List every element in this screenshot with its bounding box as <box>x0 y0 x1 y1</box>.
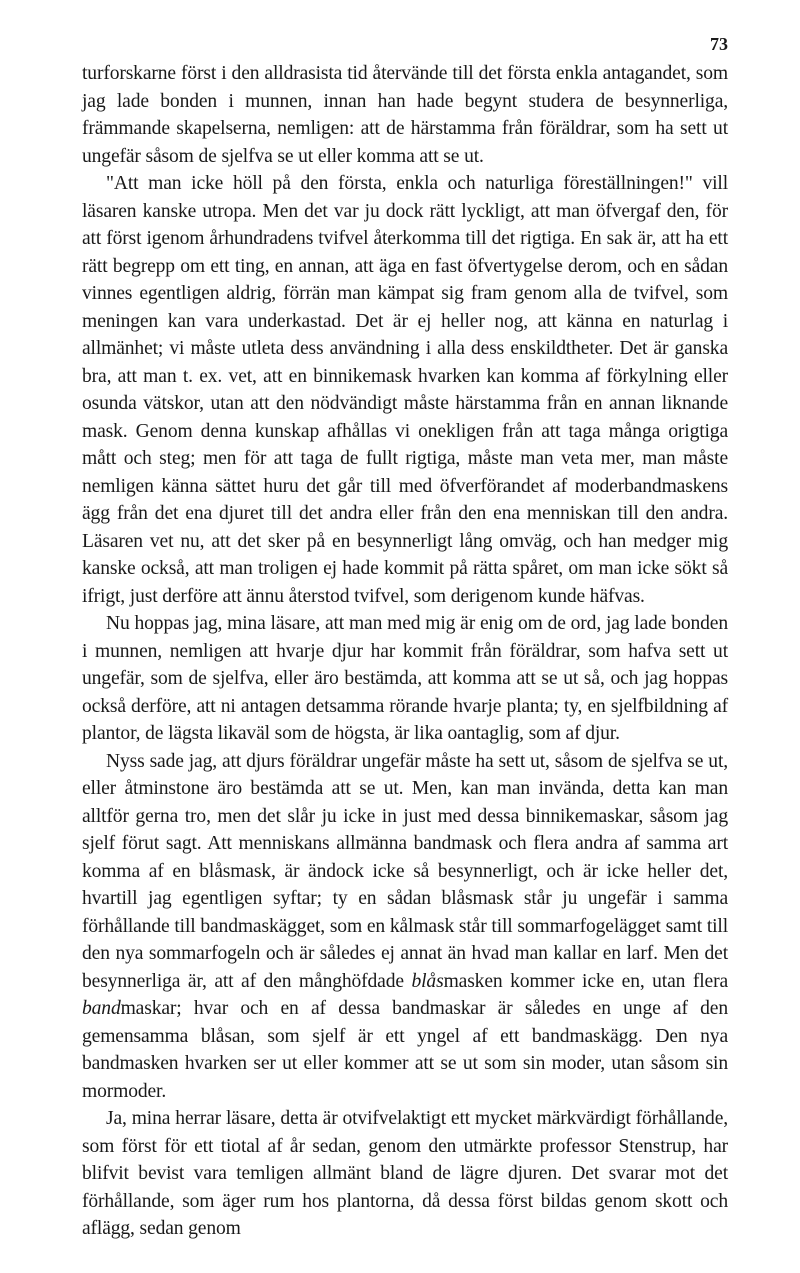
paragraph <box>82 610 728 748</box>
text-run: Nyss sade jag, att djurs föräldrar ungefär måste ha sett ut, såsom de sjelfva se ut, eller åtminstone äro bestämda att se ut. Men, kan man invända, detta kan man alltför gerna tro, men det slår ju icke in just med dessa binnikemaskar, såsom jag sjelf förut sagt. Att menniskans allmänna bandmask och flera andra af samma art komma af en blåsmask, är ändock icke så besynnerligt, och är icke heller det, hvartill jag egentligen syftar; ty en sådan blåsmask står ju ungefär i samma förhållande till bandmaskägget, som en kålmask står till sommarfogelägget samt till den nya sommarfogeln och är således ej annat än hvad man kallar en larf. Men det besynnerliga är, att af den månghöfdade <box>82 750 728 992</box>
page-number: 73 <box>710 34 728 54</box>
body-text <box>82 60 728 1243</box>
text-run: Ja, mina herrar läsare, detta är otvifvelaktigt ett mycket märkvärdigt förhållande, som först för ett tiotal af år sedan, genom den utmärkte professor Stenstrup, har blifvit bevist vara temligen allmänt bland de lägre djuren. Det svarar mot det förhållande, som äger rum hos plantorna, då dessa först bildas genom skott och aflägg, sedan genom <box>82 1108 728 1239</box>
italic-text: blås <box>411 970 444 992</box>
text-run: "Att man icke höll på den första, enkla och naturliga föreställningen!" vill läsaren kanske utropa. Men det var ju dock rätt lyckligt, att man öfvergaf den, för att först igenom århundradens tvifvel återkomma till det rigtiga. En sak är, att ha ett rätt begrepp om ett ting, en annan, att äga en fast öfvertygelse derom, och en sådan vinnes egentligen aldrig, förrän man kämpat sig fram genom alla de tvifvel, som meningen kan vara underkastad. Det är ej heller nog, att känna en naturlag i allmänhet; vi måste utleta dess användning i alla dess enskildtheter. Det är ganska bra, att man t. ex. vet, att en binnikemask hvarken kan komma af förkylning eller osunda vätskor, utan att den nödvändigt måste härstamma från en annan liknande mask. Genom denna kunskap afhållas vi onekligen från att taga många origtiga mått och steg; men för att taga de fullt rigtiga, måste man veta mer, man måste nemligen känna sättet huru det går till med öfverförandet af moderbandmaskens ägg från det ena djuret till det andra eller från den ena menniskan till den andra. Läsaren vet nu, att det sker på en besynnerligt lång omväg, och han medger mig kanske också, att man troligen ej hade kommit på rätta spåret, om man icke sökt så ifrigt, just derföre att ännu återstod tvifvel, som derigenom kunde häfvas. <box>82 173 728 607</box>
text-run: masken kommer icke en, utan flera <box>443 970 728 992</box>
text-run: Nu hoppas jag, mina läsare, att man med mig är enig om de ord, jag lade bonden i munnen, nemligen att hvarje djur har kommit från föräldrar, som hafva sett ut ungefär, som de sjelfva, eller äro bestämda, att komma att se ut så, och jag hoppas också derföre, att ni antagen detsamma rörande hvarje planta; ty, en sjelfbildning af plantor, de lägsta likaväl som de högsta, är lika oantaglig, som af djur. <box>82 613 728 744</box>
paragraph <box>82 1105 728 1243</box>
italic-text: band <box>82 998 121 1019</box>
paragraph <box>82 170 728 610</box>
text-run: turforskarne först i den alldrasista tid återvände till det första enkla antagandet, som jag lade bonden i munnen, innan han hade begynt studera de besynnerliga, främmande skapelserna, nemligen: att de härstamma från föräldrar, som ha sett ut ungefär såsom de sjelfva se ut eller komma att se ut. <box>82 63 728 167</box>
text-run: maskar; hvar och en af dessa bandmaskar är således en unge af den gemensamma blåsan, som sjelf är ett yngel af ett bandmaskägg. Den nya bandmasken hvarken ser ut eller kommer att se ut som sin moder, utan såsom sin mormoder. <box>82 998 728 1102</box>
paragraph <box>82 748 728 1106</box>
paragraph <box>82 60 728 170</box>
